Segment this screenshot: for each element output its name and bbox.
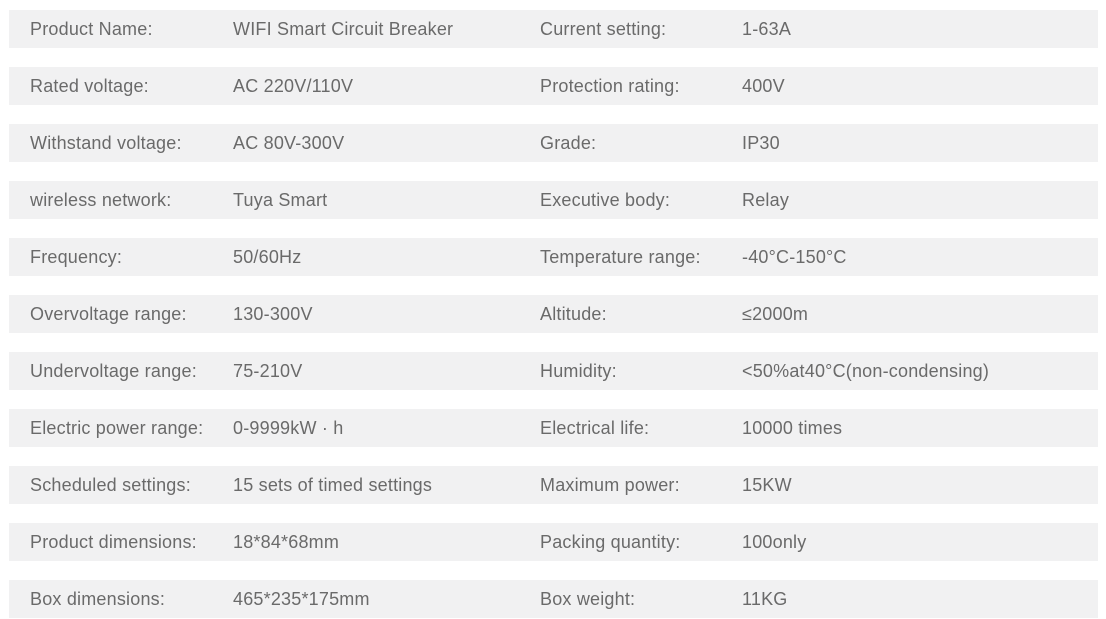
spec-value: Tuya Smart: [233, 190, 328, 210]
spec-label: Temperature range:: [540, 247, 701, 267]
spec-label: Overvoltage range:: [30, 304, 187, 324]
spec-value: 130-300V: [233, 304, 313, 324]
spec-label: Box dimensions:: [30, 589, 166, 609]
spec-label: Electric power range:: [30, 418, 204, 438]
spec-label: Box weight:: [540, 589, 636, 609]
spec-row-electric-power-range: [9, 409, 1098, 447]
spec-label: Executive body:: [540, 190, 671, 210]
spec-value: 18*84*68mm: [233, 532, 340, 552]
spec-row-wireless-network: [9, 181, 1098, 219]
spec-label: Product Name:: [30, 19, 153, 39]
spec-value: 1-63A: [742, 19, 792, 39]
spec-row-withstand-voltage: [9, 124, 1098, 162]
spec-label: Withstand voltage:: [30, 133, 182, 153]
spec-value: 400V: [742, 76, 785, 96]
spec-label: Grade:: [540, 133, 597, 153]
spec-row-undervoltage-range: [9, 352, 1098, 390]
spec-label: Scheduled settings:: [30, 475, 191, 495]
spec-label: Packing quantity:: [540, 532, 681, 552]
spec-value: 465*235*175mm: [233, 589, 370, 609]
spec-value: 15KW: [742, 475, 792, 495]
spec-label: Protection rating:: [540, 76, 680, 96]
spec-row-rated-voltage: [9, 67, 1098, 105]
spec-label: Undervoltage range:: [30, 361, 197, 381]
spec-value: AC 80V-300V: [233, 133, 345, 153]
spec-value: 100only: [742, 532, 807, 552]
spec-label: Product dimensions:: [30, 532, 197, 552]
spec-label: Current setting:: [540, 19, 667, 39]
spec-value: IP30: [742, 133, 780, 153]
spec-value: 50/60Hz: [233, 247, 302, 267]
spec-label: Frequency:: [30, 247, 123, 267]
spec-row-box-dimensions: [9, 580, 1098, 618]
spec-value: <50%at40°C(non-condensing): [742, 361, 990, 381]
spec-label: Electrical life:: [540, 418, 650, 438]
spec-value: 10000 times: [742, 418, 843, 438]
spec-value: ≤2000m: [742, 304, 809, 324]
spec-value: WIFI Smart Circuit Breaker: [233, 19, 454, 39]
spec-value: Relay: [742, 190, 790, 210]
spec-row-scheduled-settings: [9, 466, 1098, 504]
spec-label: Humidity:: [540, 361, 617, 381]
spec-value: AC 220V/110V: [233, 76, 354, 96]
spec-value: 0-9999kW · h: [233, 418, 344, 438]
spec-value: 15 sets of timed settings: [233, 475, 433, 495]
spec-row-frequency: [9, 238, 1098, 276]
spec-label: wireless network:: [30, 190, 172, 210]
spec-label: Maximum power:: [540, 475, 680, 495]
spec-row-overvoltage-range: [9, 295, 1098, 333]
spec-row-product-dimensions: [9, 523, 1098, 561]
spec-value: 75-210V: [233, 361, 303, 381]
spec-value: 11KG: [742, 589, 788, 609]
spec-value: -40°C-150°C: [742, 247, 847, 267]
spec-label: Rated voltage:: [30, 76, 149, 96]
spec-row-product-name: [9, 10, 1098, 48]
spec-label: Altitude:: [540, 304, 607, 324]
